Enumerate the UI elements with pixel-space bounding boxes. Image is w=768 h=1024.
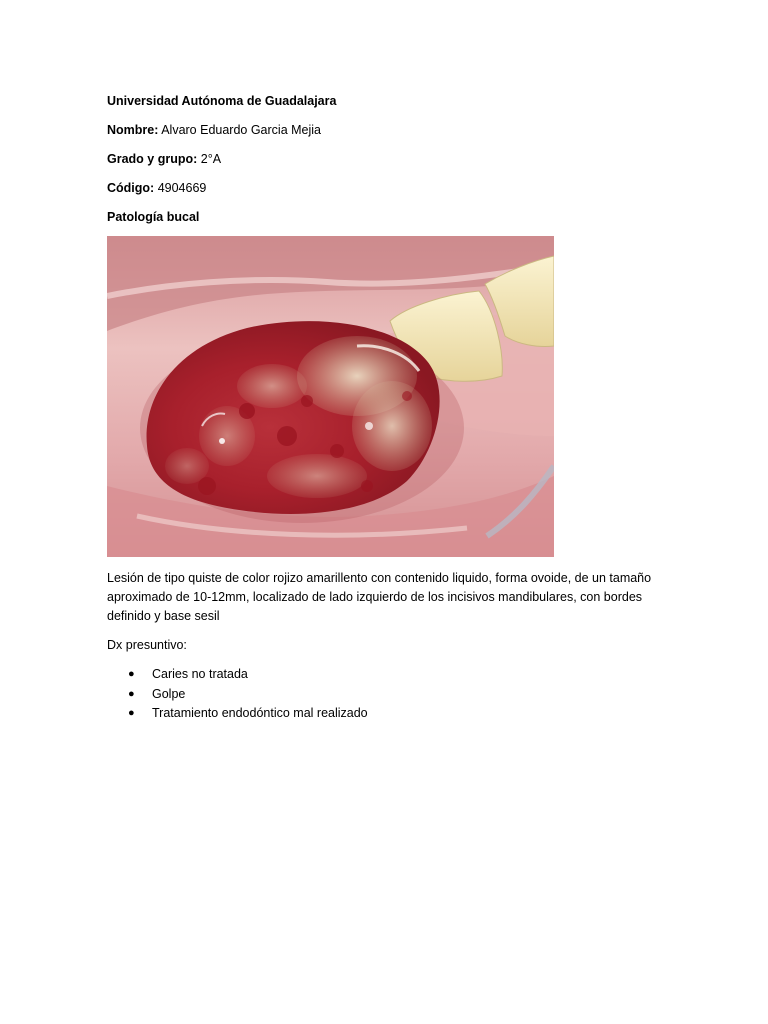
code-label: Código: bbox=[107, 181, 155, 195]
grade-group-line bbox=[107, 150, 667, 168]
list-item bbox=[107, 685, 667, 705]
lesion-description: Lesión de tipo quiste de color rojizo amarillento con contenido liquido, forma ovoide, de un tamaño aproximado de 10-12mm, localizado de lado izquierdo de los incisivos mandibulares, con bordes definido y base sesil bbox=[107, 571, 652, 623]
list-item bbox=[107, 704, 667, 724]
diagnosis-item: Tratamiento endodóntico mal realizado bbox=[152, 706, 368, 720]
list-item bbox=[107, 665, 667, 685]
bullet-dot-icon: ● bbox=[128, 668, 135, 680]
diagnosis-title: Dx presuntivo: bbox=[107, 638, 187, 652]
diagnosis-item: Caries no tratada bbox=[152, 667, 248, 681]
bullet-dot-icon: ● bbox=[128, 707, 135, 719]
grade-label: Grado y grupo: bbox=[107, 152, 198, 166]
diagnosis-list bbox=[107, 665, 667, 724]
oral-lesion-illustration bbox=[107, 236, 554, 557]
diagnosis-item: Golpe bbox=[152, 686, 186, 701]
student-name-line bbox=[107, 121, 667, 139]
university-title: Universidad Autónoma de Guadalajara bbox=[107, 94, 337, 108]
name-label: Nombre: bbox=[107, 123, 159, 137]
subject-title: Patología bucal bbox=[107, 210, 200, 224]
document-page bbox=[107, 92, 667, 724]
oral-lesion-photo bbox=[107, 236, 554, 557]
bullet-dot-icon: ● bbox=[128, 687, 135, 700]
code-line bbox=[107, 179, 667, 197]
name-value: Alvaro Eduardo Garcia Mejia bbox=[161, 123, 321, 137]
code-value: 4904669 bbox=[157, 181, 207, 195]
grade-value: 2°A bbox=[200, 152, 222, 166]
